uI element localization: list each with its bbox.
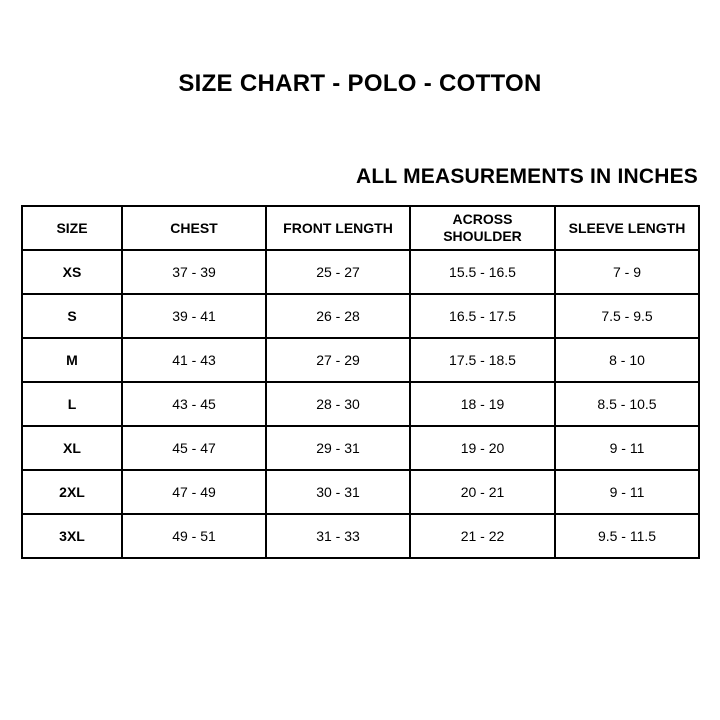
table-row	[22, 294, 699, 338]
header-sleeve-length: SLEEVE LENGTH	[555, 206, 699, 250]
front-length-cell: 30 - 31	[266, 470, 410, 514]
front-length-cell: 25 - 27	[266, 250, 410, 294]
sleeve-length-cell: 7.5 - 9.5	[555, 294, 699, 338]
across-shoulder-cell: 17.5 - 18.5	[410, 338, 555, 382]
size-cell: M	[22, 338, 122, 382]
chest-cell: 49 - 51	[122, 514, 266, 558]
page-title: SIZE CHART - POLO - COTTON	[178, 70, 542, 97]
header-front-length: FRONT LENGTH	[266, 206, 410, 250]
sleeve-length-cell: 7 - 9	[555, 250, 699, 294]
measurement-unit-note: ALL MEASUREMENTS IN INCHES	[356, 165, 698, 188]
chest-cell: 39 - 41	[122, 294, 266, 338]
header-across-shoulder: ACROSS SHOULDER	[410, 206, 555, 250]
table-row	[22, 426, 699, 470]
size-cell: XL	[22, 426, 122, 470]
front-length-cell: 31 - 33	[266, 514, 410, 558]
table-row	[22, 382, 699, 426]
across-shoulder-cell: 18 - 19	[410, 382, 555, 426]
front-length-cell: 26 - 28	[266, 294, 410, 338]
size-cell: 2XL	[22, 470, 122, 514]
chest-cell: 43 - 45	[122, 382, 266, 426]
table-row	[22, 250, 699, 294]
chest-cell: 45 - 47	[122, 426, 266, 470]
sleeve-length-cell: 9.5 - 11.5	[555, 514, 699, 558]
front-length-cell: 28 - 30	[266, 382, 410, 426]
table-row	[22, 514, 699, 558]
chest-cell: 47 - 49	[122, 470, 266, 514]
size-cell: L	[22, 382, 122, 426]
size-cell: XS	[22, 250, 122, 294]
across-shoulder-cell: 19 - 20	[410, 426, 555, 470]
table-header-row	[22, 206, 699, 250]
header-chest: CHEST	[122, 206, 266, 250]
across-shoulder-cell: 16.5 - 17.5	[410, 294, 555, 338]
across-shoulder-cell: 20 - 21	[410, 470, 555, 514]
table-row	[22, 338, 699, 382]
size-cell: S	[22, 294, 122, 338]
sleeve-length-cell: 8.5 - 10.5	[555, 382, 699, 426]
sleeve-length-cell: 8 - 10	[555, 338, 699, 382]
size-cell: 3XL	[22, 514, 122, 558]
across-shoulder-cell: 21 - 22	[410, 514, 555, 558]
table-row	[22, 470, 699, 514]
chest-cell: 41 - 43	[122, 338, 266, 382]
front-length-cell: 29 - 31	[266, 426, 410, 470]
chest-cell: 37 - 39	[122, 250, 266, 294]
sleeve-length-cell: 9 - 11	[555, 470, 699, 514]
sleeve-length-cell: 9 - 11	[555, 426, 699, 470]
across-shoulder-cell: 15.5 - 16.5	[410, 250, 555, 294]
header-size: SIZE	[22, 206, 122, 250]
size-chart-table	[21, 205, 700, 559]
front-length-cell: 27 - 29	[266, 338, 410, 382]
